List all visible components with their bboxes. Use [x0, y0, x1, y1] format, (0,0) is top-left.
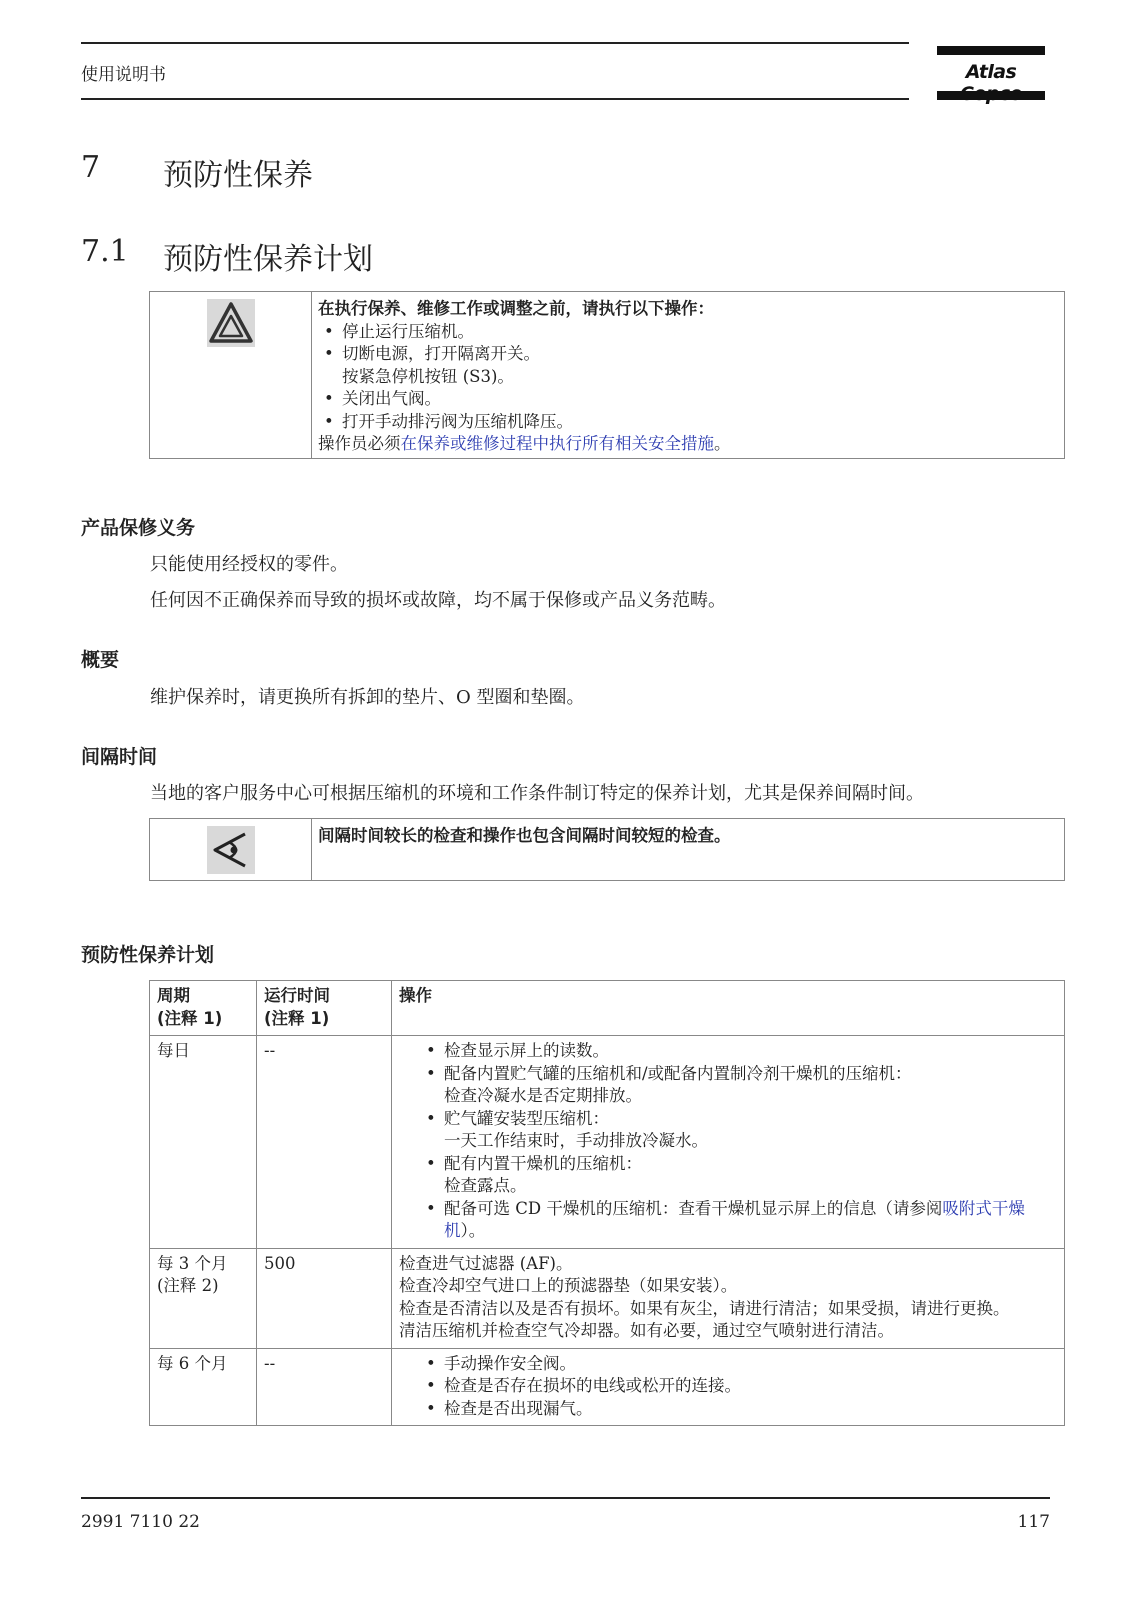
maintenance-schedule-table — [149, 980, 1065, 1426]
header-bottom-rule — [81, 98, 909, 100]
chapter-number: 7 — [81, 150, 101, 185]
row-6month-actions — [392, 1348, 1065, 1426]
row-daily-period: 每日 — [150, 1036, 257, 1249]
header-period: 周期 (注释 1) — [150, 981, 257, 1036]
table-row — [150, 1248, 1065, 1348]
header-hours: 运行时间 (注释 1) — [257, 981, 392, 1036]
atlas-copco-logo — [937, 46, 1045, 100]
row-6month-period: 每 6 个月 — [150, 1348, 257, 1426]
warning-triangle-icon — [207, 299, 255, 347]
warranty-heading: 产品保修义务 — [81, 517, 196, 539]
row-daily-actions — [392, 1036, 1065, 1249]
row-3month-period: 每 3 个月 (注释 2) — [150, 1248, 257, 1348]
header-title: 使用说明书 — [81, 65, 166, 85]
list-item: • 配备内置贮气罐的压缩机和/或配备内置制冷剂干燥机的压缩机： 检查冷凝水是否定期排放。 — [444, 1063, 1057, 1108]
warning-footer: 操作员必须在保养或维修过程中执行所有相关安全措施。 — [318, 434, 731, 453]
list-item: • 配有内置干燥机的压缩机： 检查露点。 — [444, 1153, 1057, 1198]
header-action: 操作 — [392, 981, 1065, 1036]
warning-item-1: • 停止运行压缩机。 — [342, 321, 1056, 344]
list-item: • 配备可选 CD 干燥机的压缩机：查看干燥机显示屏上的信息（请参阅吸附式干燥机）。 — [444, 1198, 1057, 1243]
note-icon-cell — [150, 819, 312, 880]
interval-note-text: 间隔时间较长的检查和操作也包含间隔时间较短的检查。 — [318, 826, 731, 845]
list-item: • 贮气罐安装型压缩机： 一天工作结束时，手动排放冷凝水。 — [444, 1108, 1057, 1153]
footer-rule — [81, 1497, 1050, 1499]
interval-note-box — [149, 818, 1065, 881]
chapter-title-text: 预防性保养 — [163, 158, 313, 193]
table-row — [150, 1036, 1065, 1249]
list-item: • 手动操作安全阀。 — [444, 1353, 1057, 1376]
adsorption-dryer-link[interactable]: 吸附式干燥机 — [444, 1198, 1025, 1240]
warning-icon-cell — [150, 292, 312, 458]
list-item: • 检查是否出现漏气。 — [444, 1398, 1057, 1421]
warning-content — [318, 298, 1056, 456]
warranty-paragraph-2: 任何因不正确保养而导致的损坏或故障，均不属于保修或产品义务范畴。 — [150, 590, 726, 611]
table-header-row — [150, 981, 1065, 1036]
header-top-rule — [81, 42, 909, 44]
warning-item-2-sub: 按紧急停机按钮 (S3)。 — [342, 366, 514, 386]
interval-paragraph: 当地的客户服务中心可根据压缩机的环境和工作条件制订特定的保养计划，尤其是保养间隔时间。 — [150, 783, 924, 804]
section-title-text: 预防性保养计划 — [163, 242, 373, 277]
general-paragraph: 维护保养时，请更换所有拆卸的垫片、O 型圈和垫圈。 — [150, 687, 585, 708]
warning-box — [149, 291, 1065, 459]
chapter-title — [81, 150, 581, 193]
general-heading: 概要 — [81, 649, 120, 671]
section-title — [81, 234, 581, 277]
safety-measures-link[interactable]: 在保养或维修过程中执行所有相关安全措施 — [400, 434, 714, 453]
plan-heading: 预防性保养计划 — [81, 944, 215, 966]
eye-note-icon — [207, 826, 255, 874]
warranty-paragraph-1: 只能使用经授权的零件。 — [150, 554, 348, 575]
row-6month-hours: -- — [257, 1348, 392, 1426]
table-row — [150, 1348, 1065, 1426]
logo-text: Atlas — [965, 61, 1017, 83]
warning-item-2: • 切断电源，打开隔离开关。 按紧急停机按钮 (S3)。 — [342, 343, 1056, 388]
warning-list — [318, 321, 1056, 434]
warning-item-3: • 关闭出气阀。 — [342, 388, 1056, 411]
list-item: • 检查是否存在损坏的电线或松开的连接。 — [444, 1375, 1057, 1398]
row-3month-hours: 500 — [257, 1248, 392, 1348]
list-item: • 检查显示屏上的读数。 — [444, 1040, 1057, 1063]
row-daily-hours: -- — [257, 1036, 392, 1249]
warning-item-4: • 打开手动排污阀为压缩机降压。 — [342, 411, 1056, 434]
row-3month-actions: 检查进气过滤器 (AF)。 检查冷却空气进口上的预滤器垫（如果安装）。 检查是否清洁以及是否有损坏。如果有灰尘，请进行清洁；如果受损，请进行更换。 清洁压缩机并检查空气冷却器。如有必要，通过空气喷射进行清洁。 — [392, 1248, 1065, 1348]
section-number: 7.1 — [81, 234, 129, 269]
interval-heading: 间隔时间 — [81, 746, 158, 768]
doc-number: 2991 7110 22 — [81, 1512, 200, 1532]
page-number: 117 — [1017, 1512, 1050, 1532]
warning-heading: 在执行保养、维修工作或调整之前，请执行以下操作： — [318, 299, 714, 318]
